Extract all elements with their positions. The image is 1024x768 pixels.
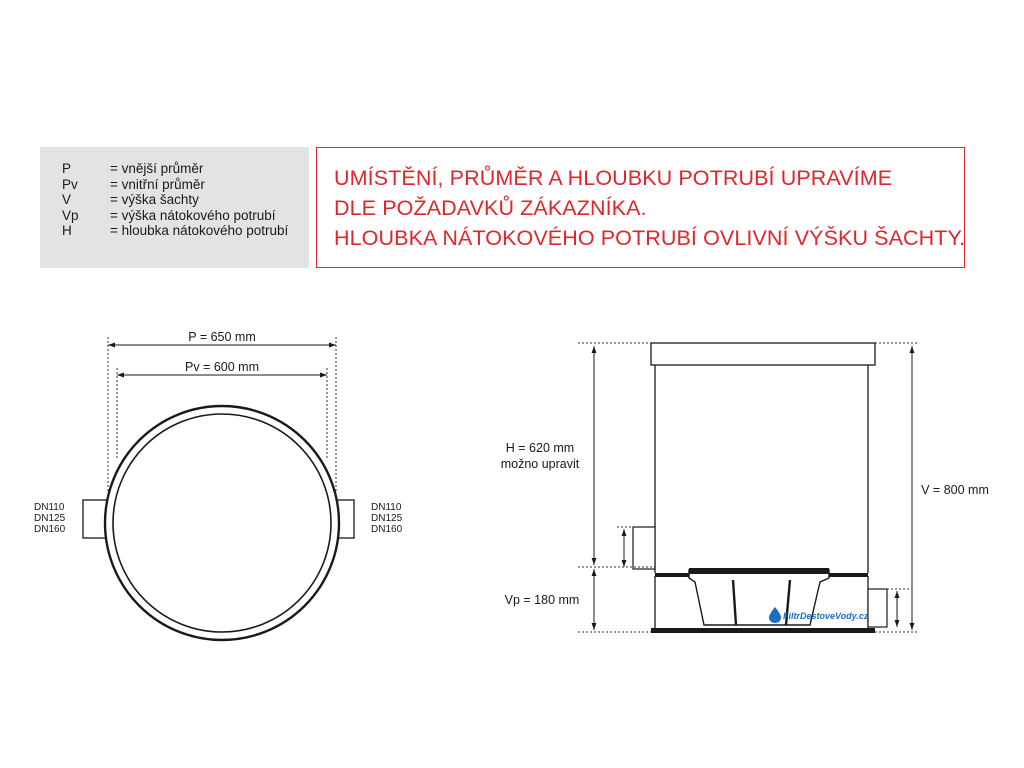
bottom-plate (651, 628, 875, 633)
depth-label: H = 620 mm (505, 441, 575, 455)
total-height-label: V = 800 mm (921, 483, 989, 497)
inlet-height-label: Vp = 180 mm (504, 593, 580, 607)
legend-definition: = vnější průměr (110, 161, 204, 176)
left-pipe-size-3: DN160 (34, 524, 66, 535)
legend-definition: = vnitřní průměr (110, 176, 205, 192)
side-view-drawing (501, 343, 989, 633)
inner-diameter-label: Pv = 600 mm (185, 360, 259, 374)
watermark-text: FiltrDestoveVody.cz (783, 611, 869, 621)
legend-definition: = výška šachty (110, 192, 199, 207)
top-view-drawing (34, 330, 403, 640)
inlet-pipe-stub (633, 527, 655, 569)
legend-symbol: V (62, 192, 72, 207)
right-pipe-size-1: DN110 (371, 502, 402, 513)
legend-definition: = hloubka nátokového potrubí (110, 223, 289, 238)
depth-note: možno upravit (500, 457, 580, 471)
notice-line: DLE POŽADAVKŮ ZÁKAZNÍKA. (334, 196, 647, 220)
notice-line: HLOUBKA NÁTOKOVÉHO POTRUBÍ OVLIVNÍ VÝŠKU ŠACHTY. (334, 226, 966, 250)
notice-line: UMÍSTĚNÍ, PRŮMĚR A HLOUBKU POTRUBÍ UPRAVÍME (334, 166, 893, 190)
outlet-pipe-stub (868, 589, 887, 627)
legend-symbol: H (62, 223, 72, 238)
left-pipe-size-2: DN125 (34, 513, 66, 524)
right-pipe-size-2: DN125 (371, 513, 403, 524)
left-pipe-size-1: DN110 (34, 502, 65, 513)
legend-symbol: P (62, 161, 72, 176)
legend-symbol: Pv (62, 176, 78, 192)
outer-diameter-label: P = 650 mm (188, 330, 256, 344)
legend-definition: = výška nátokového potrubí (110, 207, 276, 223)
legend-symbol: Vp (62, 207, 79, 223)
shaft-lid (651, 343, 875, 365)
outer-wall-circle (105, 406, 339, 640)
right-pipe-size-3: DN160 (371, 524, 403, 535)
filter-basket-rim (689, 568, 829, 574)
